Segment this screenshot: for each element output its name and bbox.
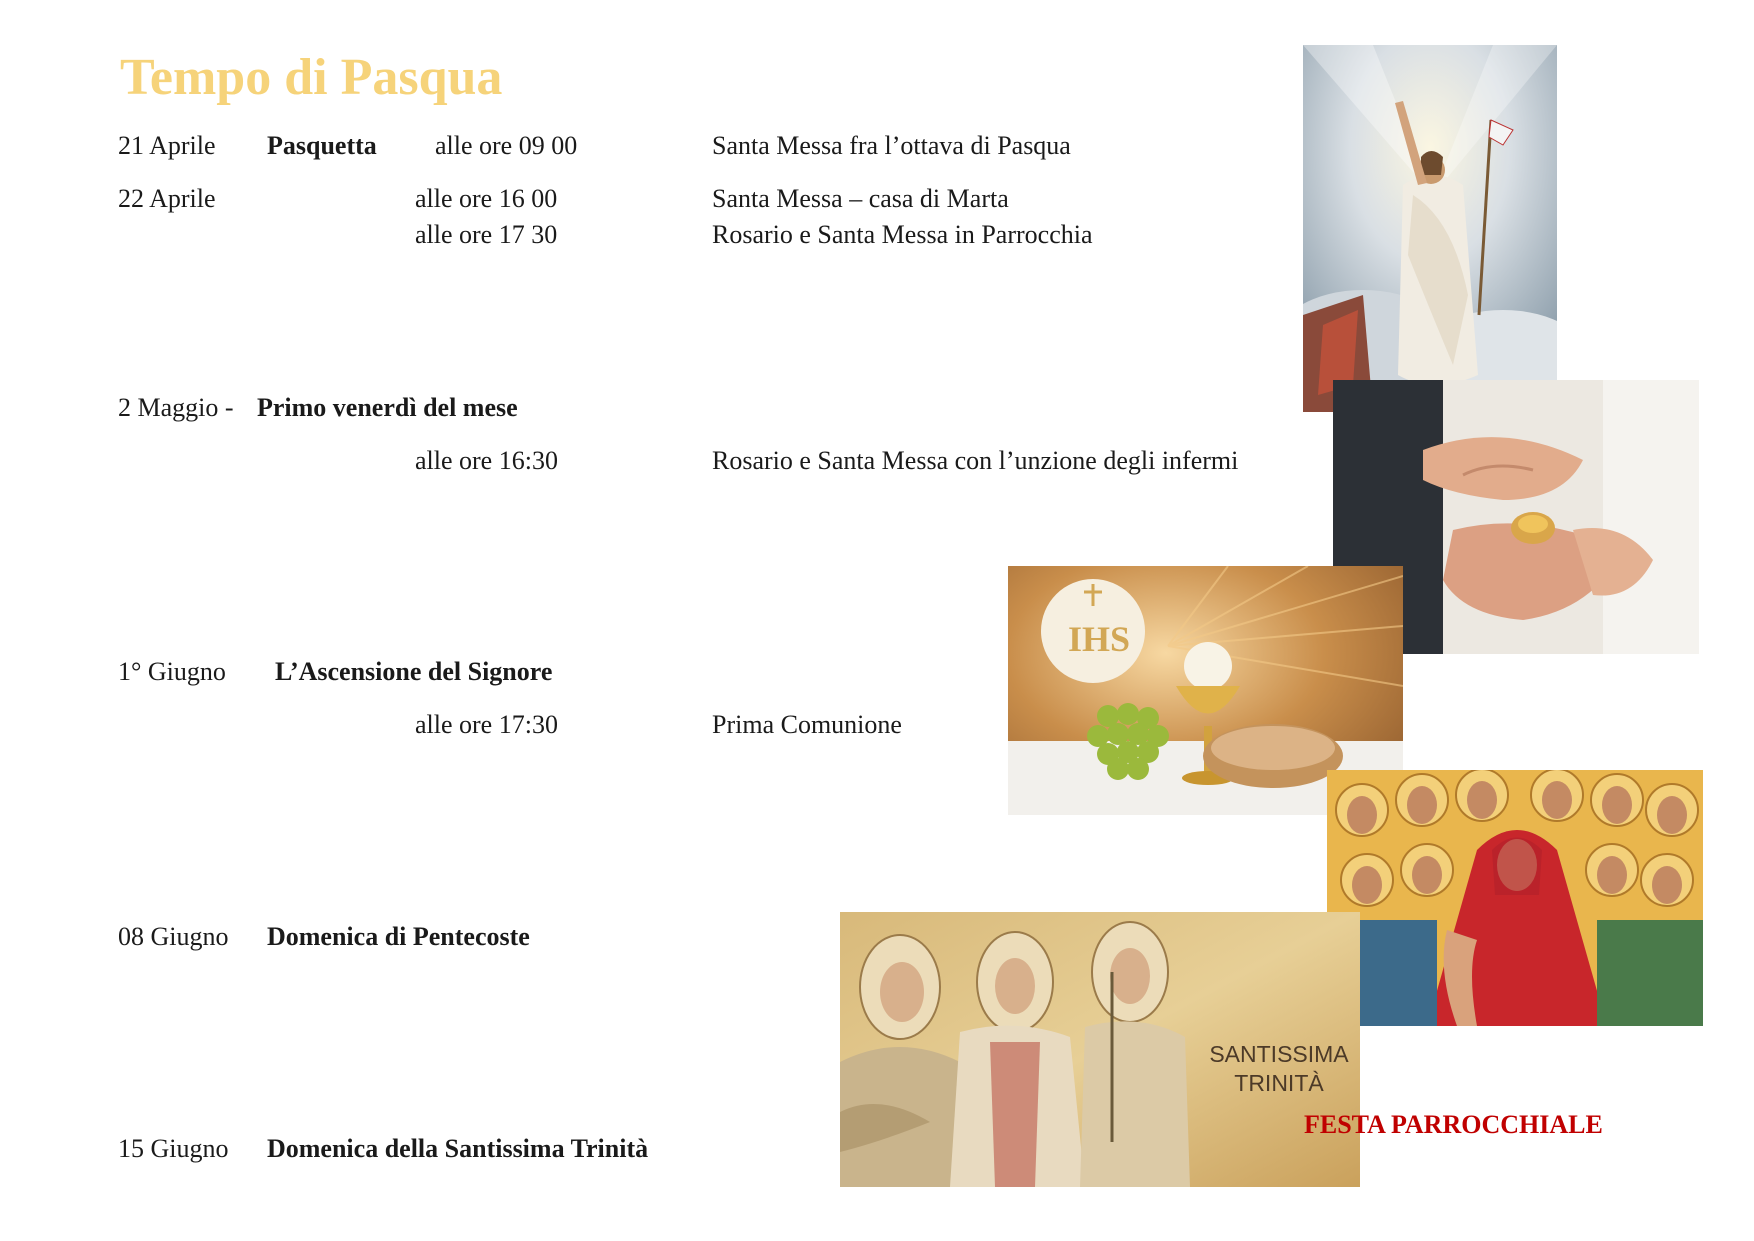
event-date: 15 Giugno — [118, 1134, 229, 1163]
event-time: alle ore 17:30 — [415, 710, 558, 739]
event-date: 21 Aprile — [118, 131, 216, 160]
event-date: 08 Giugno — [118, 922, 229, 951]
resurrection-painting-icon — [1303, 45, 1557, 412]
event-date: 1° Giugno — [118, 657, 226, 686]
trinity-mosaic-icon — [840, 912, 1360, 1187]
page-title: Tempo di Pasqua — [120, 49, 503, 106]
svg-text:IHS: IHS — [1068, 619, 1131, 659]
event-time: alle ore 16:30 — [415, 446, 558, 475]
trinity-caption — [1204, 1040, 1354, 1098]
festa-parrocchiale-label: FESTA PARROCCHIALE — [1304, 1110, 1603, 1139]
event-description: Prima Comunione — [712, 710, 902, 739]
event-description: Rosario e Santa Messa con l’unzione degli infermi — [712, 446, 1239, 475]
event-name: Domenica di Pentecoste — [267, 922, 530, 951]
event-description: Santa Messa – casa di Marta — [712, 184, 1009, 213]
event-name: Pasquetta — [267, 131, 377, 160]
event-description: Rosario e Santa Messa in Parrocchia — [712, 220, 1093, 249]
trinity-caption-line: SANTISSIMA — [1209, 1041, 1349, 1067]
event-time: alle ore 09 00 — [435, 131, 578, 160]
event-name: Domenica della Santissima Trinità — [267, 1134, 649, 1163]
event-time: alle ore 17 30 — [415, 220, 558, 249]
event-description: Santa Messa fra l’ottava di Pasqua — [712, 131, 1071, 160]
event-name: Primo venerdì del mese — [257, 393, 518, 422]
event-time: alle ore 16 00 — [415, 184, 558, 213]
pentecost-mosaic-icon — [1327, 770, 1703, 1026]
event-date: 22 Aprile — [118, 184, 216, 213]
trinity-caption-line: TRINITÀ — [1234, 1070, 1324, 1096]
event-name: L’Ascensione del Signore — [275, 657, 553, 686]
event-date: 2 Maggio - — [118, 393, 234, 422]
